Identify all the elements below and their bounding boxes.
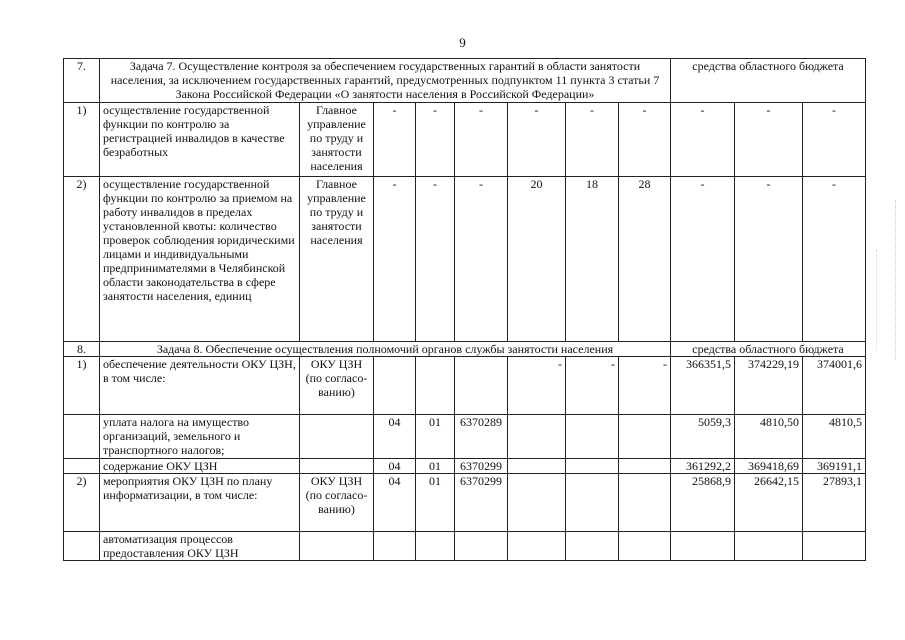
table-row xyxy=(64,459,866,474)
cell-value: - xyxy=(508,103,566,177)
row-name: содержание ОКУ ЦЗН xyxy=(100,459,300,474)
cell-value: 361292,2 xyxy=(671,459,735,474)
scan-edge-marks xyxy=(876,250,881,350)
row-number: 1) xyxy=(64,357,100,415)
cell-value: 04 xyxy=(374,459,416,474)
cell-value: - xyxy=(374,177,416,342)
task-8-title: Задача 8. Обеспечение осуществления полномочий органов службы занятости населения xyxy=(100,342,671,357)
cell-value: 01 xyxy=(416,474,455,532)
cell-value: - xyxy=(671,177,735,342)
cell-value: 18 xyxy=(566,177,619,342)
row-name: осуществление государственной функции по контролю за регистрацией инвалидов в качестве безработных xyxy=(100,103,300,177)
cell-value: 6370289 xyxy=(455,415,508,459)
cell-value: 25868,9 xyxy=(671,474,735,532)
cell-value xyxy=(455,357,508,415)
cell-value: 369191,1 xyxy=(803,459,866,474)
cell-value: - xyxy=(619,103,671,177)
cell-value: 5059,3 xyxy=(671,415,735,459)
cell-value: 04 xyxy=(374,474,416,532)
table-row xyxy=(64,177,866,342)
task-7-title: Задача 7. Осуществление контроля за обеспечением государственных гарантий в области занятости населения, за исключением государственных гарантий, предусмотренных подпунктом 11 пункта 3 статьи 7 Закона Российской Федерации «О занятости населения в Российской Федерации» xyxy=(100,59,671,103)
row-executor: ОКУ ЦЗН (по согласо-ванию) xyxy=(300,474,374,532)
row-name: обеспечение деятельности ОКУ ЦЗН, в том числе: xyxy=(100,357,300,415)
cell-value: - xyxy=(803,103,866,177)
cell-value: - xyxy=(455,103,508,177)
row-name: уплата налога на имущество организаций, земельного и транспортного налогов; xyxy=(100,415,300,459)
row-executor: Главное управление по труду и занятости населения xyxy=(300,177,374,342)
cell-value: - xyxy=(416,177,455,342)
cell-value: 369418,69 xyxy=(735,459,803,474)
cell-value xyxy=(416,357,455,415)
table-row xyxy=(64,357,866,415)
cell-value: 26642,15 xyxy=(735,474,803,532)
task-7-row xyxy=(64,59,866,103)
budget-table xyxy=(63,58,866,561)
cell-value: - xyxy=(735,177,803,342)
cell-value: 01 xyxy=(416,459,455,474)
row-name: автоматизация процессов предоставления ОКУ ЦЗН xyxy=(100,532,300,561)
cell-value: 6370299 xyxy=(455,474,508,532)
row-number: 1) xyxy=(64,103,100,177)
cell-value: - xyxy=(619,357,671,415)
cell-value: 28 xyxy=(619,177,671,342)
table-row xyxy=(64,415,866,459)
row-executor: ОКУ ЦЗН (по согласо-ванию) xyxy=(300,357,374,415)
cell-value: 04 xyxy=(374,415,416,459)
task-8-funding-source: средства областного бюджета xyxy=(671,342,866,357)
row-executor: Главное управление по труду и занятости населения xyxy=(300,103,374,177)
table-row xyxy=(64,103,866,177)
cell-value: 366351,5 xyxy=(671,357,735,415)
cell-value: 01 xyxy=(416,415,455,459)
task-8-row xyxy=(64,342,866,357)
task-7-number: 7. xyxy=(64,59,100,103)
cell-value: 374001,6 xyxy=(803,357,866,415)
cell-value: - xyxy=(455,177,508,342)
cell-value: - xyxy=(508,357,566,415)
cell-value: - xyxy=(803,177,866,342)
cell-value: 27893,1 xyxy=(803,474,866,532)
cell-value: 6370299 xyxy=(455,459,508,474)
cell-value: - xyxy=(566,357,619,415)
cell-value: 374229,19 xyxy=(735,357,803,415)
cell-value: 4810,5 xyxy=(803,415,866,459)
cell-value: 20 xyxy=(508,177,566,342)
cell-value xyxy=(374,357,416,415)
cell-value: - xyxy=(566,103,619,177)
cell-value: - xyxy=(416,103,455,177)
row-number: 2) xyxy=(64,474,100,532)
cell-value: 4810,50 xyxy=(735,415,803,459)
row-name: мероприятия ОКУ ЦЗН по плану информатизации, в том числе: xyxy=(100,474,300,532)
row-number: 2) xyxy=(64,177,100,342)
page-number: 9 xyxy=(459,35,466,50)
task-8-number: 8. xyxy=(64,342,100,357)
table-row xyxy=(64,474,866,532)
row-name: осуществление государственной функции по контролю за приемом на работу инвалидов в пределах установленной квоты: количество проверок соблюдения юридическими лицами и индивидуальными предпринимателями в Челябинской области законодательства в сфере занятости населения, единиц xyxy=(100,177,300,342)
table-row xyxy=(64,532,866,561)
cell-value: - xyxy=(374,103,416,177)
cell-value: - xyxy=(671,103,735,177)
scan-edge-marks xyxy=(895,200,902,360)
cell-value: - xyxy=(735,103,803,177)
task-7-funding-source: средства областного бюджета xyxy=(671,59,866,103)
